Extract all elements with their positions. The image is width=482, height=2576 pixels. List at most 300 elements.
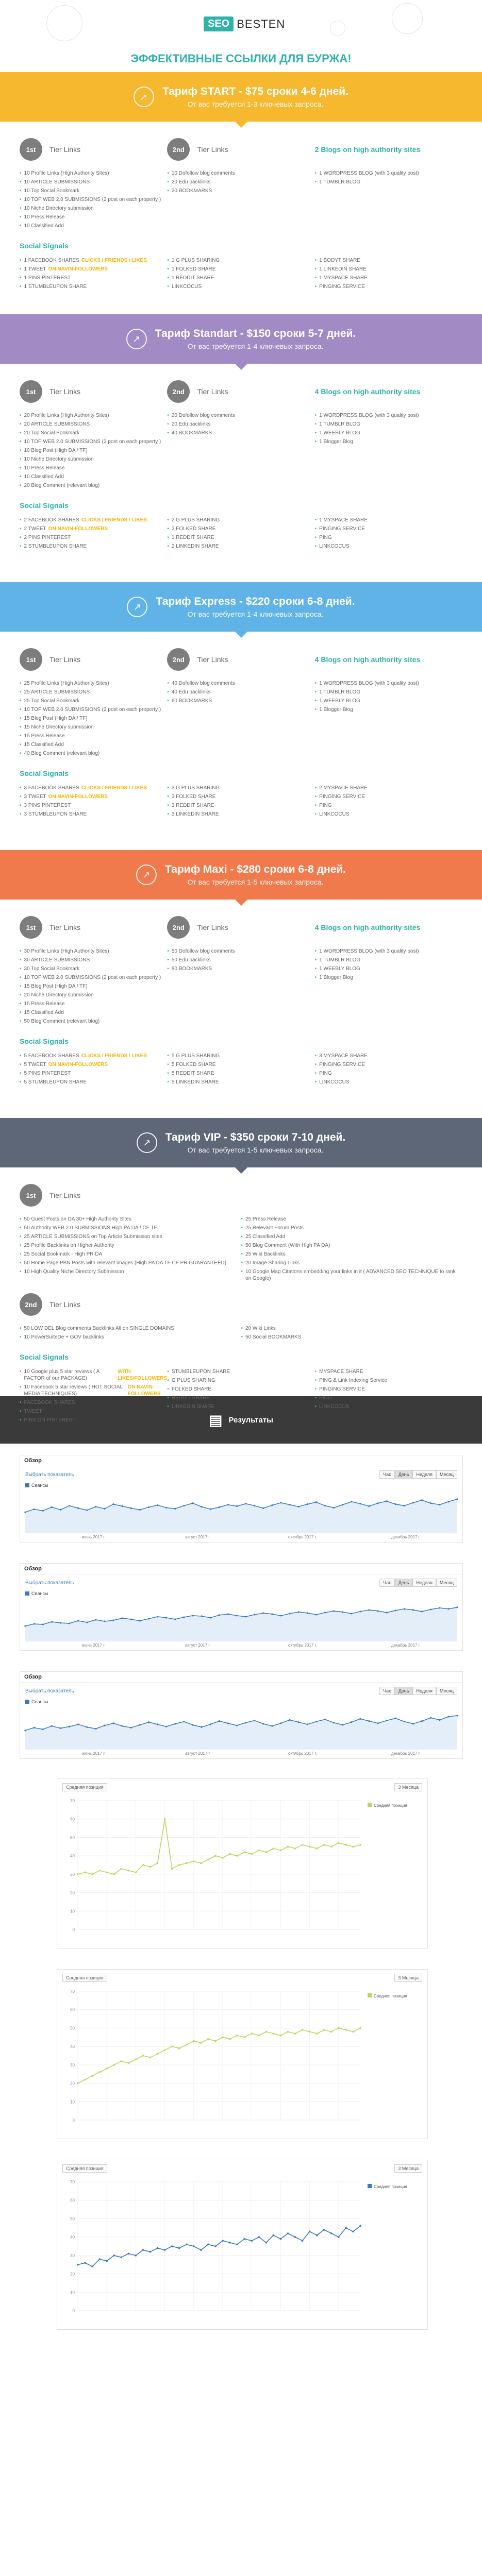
data-point[interactable] — [333, 1507, 335, 1509]
data-point[interactable] — [229, 2242, 231, 2244]
data-point[interactable] — [121, 2060, 123, 2062]
data-point[interactable] — [323, 2029, 325, 2031]
tier-badge: 1st — [20, 916, 42, 939]
data-point[interactable] — [236, 2244, 238, 2246]
data-point[interactable] — [359, 1718, 361, 1720]
data-point[interactable] — [280, 1502, 281, 1503]
data-point[interactable] — [113, 1873, 115, 1875]
data-point[interactable] — [309, 2231, 311, 2233]
data-point[interactable] — [338, 1842, 340, 1844]
metric-dropdown[interactable]: Средняя позиция — [62, 1974, 107, 1982]
data-point[interactable] — [104, 1724, 105, 1726]
data-point[interactable] — [294, 2236, 296, 2238]
data-point[interactable] — [86, 1510, 88, 1511]
data-point[interactable] — [258, 1850, 260, 1852]
data-point[interactable] — [330, 1845, 333, 1848]
data-point[interactable] — [135, 1871, 137, 1873]
data-point[interactable] — [121, 1868, 123, 1870]
data-point[interactable] — [84, 2262, 86, 2264]
data-point[interactable] — [302, 2029, 304, 2031]
metric-select[interactable]: Выбрать показатель — [25, 1580, 74, 1586]
data-point[interactable] — [219, 1506, 220, 1508]
data-point[interactable] — [254, 1614, 255, 1615]
data-point[interactable] — [333, 1610, 335, 1612]
data-point[interactable] — [315, 1614, 317, 1615]
data-point[interactable] — [200, 2042, 202, 2044]
data-point[interactable] — [338, 2236, 340, 2238]
data-point[interactable] — [219, 1614, 220, 1616]
data-point[interactable] — [236, 2035, 238, 2037]
data-point[interactable] — [84, 2079, 86, 2081]
data-point[interactable] — [192, 1615, 193, 1616]
data-point[interactable] — [273, 2032, 275, 2035]
data-point[interactable] — [386, 1720, 388, 1721]
period-dropdown[interactable]: 3 Месяца — [394, 1783, 422, 1791]
data-point[interactable] — [439, 1504, 440, 1505]
data-point[interactable] — [330, 2232, 333, 2234]
data-point[interactable] — [122, 1505, 123, 1507]
data-point[interactable] — [421, 1499, 423, 1501]
data-point[interactable] — [178, 2047, 180, 2049]
data-point[interactable] — [24, 1512, 26, 1513]
data-point[interactable] — [222, 2036, 224, 2038]
data-point[interactable] — [280, 1850, 282, 1852]
data-point[interactable] — [309, 1845, 311, 1848]
data-point[interactable] — [359, 2027, 361, 2029]
data-point[interactable] — [157, 1616, 158, 1617]
period-button[interactable]: Час — [379, 1470, 395, 1479]
data-point[interactable] — [338, 2027, 340, 2029]
data-point[interactable] — [262, 1507, 264, 1509]
data-point[interactable] — [447, 1608, 449, 1609]
data-point[interactable] — [142, 2249, 144, 2251]
data-point[interactable] — [351, 1501, 352, 1502]
data-point[interactable] — [130, 1727, 132, 1728]
data-point[interactable] — [113, 2255, 115, 2257]
data-point[interactable] — [395, 1609, 396, 1611]
data-point[interactable] — [395, 1718, 396, 1719]
data-point[interactable] — [359, 1611, 361, 1612]
data-point[interactable] — [377, 1722, 378, 1724]
data-point[interactable] — [287, 2232, 289, 2234]
data-point[interactable] — [421, 1611, 423, 1612]
data-point[interactable] — [430, 1502, 431, 1504]
data-point[interactable] — [368, 1609, 370, 1611]
data-point[interactable] — [280, 2035, 282, 2037]
data-point[interactable] — [77, 1723, 79, 1725]
data-point[interactable] — [345, 2029, 347, 2031]
data-point[interactable] — [148, 1721, 149, 1723]
data-point[interactable] — [139, 1620, 141, 1621]
data-point[interactable] — [298, 1506, 300, 1507]
data-point[interactable] — [359, 1503, 361, 1504]
data-point[interactable] — [201, 1615, 202, 1617]
data-point[interactable] — [251, 2240, 253, 2242]
data-point[interactable] — [42, 1510, 44, 1512]
metric-select[interactable]: Выбрать показатель — [25, 1471, 74, 1478]
data-point[interactable] — [113, 2064, 115, 2066]
data-point[interactable] — [42, 1623, 44, 1625]
data-point[interactable] — [128, 2252, 130, 2255]
data-point[interactable] — [77, 1507, 79, 1509]
data-point[interactable] — [207, 1858, 209, 1860]
data-point[interactable] — [210, 1723, 211, 1725]
data-point[interactable] — [395, 1503, 396, 1505]
data-point[interactable] — [404, 1721, 405, 1722]
data-point[interactable] — [289, 1613, 290, 1614]
period-button[interactable]: Месяц — [436, 1579, 457, 1587]
data-point[interactable] — [183, 1616, 185, 1618]
data-point[interactable] — [289, 1719, 290, 1721]
data-point[interactable] — [148, 1506, 149, 1508]
data-point[interactable] — [207, 2244, 209, 2246]
data-point[interactable] — [227, 1613, 229, 1615]
data-point[interactable] — [86, 1726, 88, 1728]
data-point[interactable] — [165, 1507, 167, 1509]
data-point[interactable] — [193, 2245, 195, 2247]
period-button[interactable]: Месяц — [436, 1687, 457, 1695]
data-point[interactable] — [174, 1508, 176, 1510]
data-point[interactable] — [245, 1722, 246, 1723]
data-point[interactable] — [157, 2247, 159, 2249]
period-button[interactable]: День — [395, 1579, 413, 1587]
data-point[interactable] — [183, 1505, 185, 1506]
data-point[interactable] — [316, 1848, 318, 1850]
data-point[interactable] — [245, 1616, 246, 1617]
data-point[interactable] — [324, 1719, 326, 1720]
data-point[interactable] — [95, 1506, 96, 1507]
data-point[interactable] — [201, 1726, 202, 1728]
data-point[interactable] — [51, 1621, 53, 1622]
data-point[interactable] — [265, 2242, 268, 2244]
data-point[interactable] — [386, 1500, 388, 1502]
data-point[interactable] — [229, 1853, 231, 1855]
data-point[interactable] — [227, 1722, 229, 1724]
data-point[interactable] — [287, 2031, 289, 2033]
data-point[interactable] — [236, 1615, 238, 1616]
data-point[interactable] — [164, 2249, 166, 2251]
bullet-icon: • — [20, 1260, 22, 1266]
data-point[interactable] — [121, 2257, 123, 2259]
plan-body — [0, 632, 482, 819]
period-button[interactable]: Неделя — [412, 1470, 436, 1479]
data-point[interactable] — [95, 1728, 96, 1730]
data-point[interactable] — [186, 1862, 188, 1865]
period-button[interactable]: День — [395, 1687, 413, 1695]
data-point[interactable] — [157, 2053, 159, 2055]
data-point[interactable] — [323, 1844, 325, 1846]
data-point[interactable] — [236, 1505, 238, 1507]
bullet-icon: • — [20, 421, 22, 427]
data-point[interactable] — [171, 2045, 173, 2047]
data-point[interactable] — [98, 2071, 101, 2073]
data-point[interactable] — [142, 2055, 144, 2057]
data-point[interactable] — [135, 2058, 137, 2060]
data-point[interactable] — [352, 1845, 354, 1848]
data-point[interactable] — [112, 1503, 114, 1505]
metric-dropdown[interactable]: Средняя позиция — [62, 1783, 107, 1791]
data-point[interactable] — [345, 1844, 347, 1846]
data-point[interactable] — [128, 1870, 130, 1872]
data-point[interactable] — [98, 1870, 101, 1872]
data-point[interactable] — [307, 1612, 308, 1614]
data-point[interactable] — [315, 1721, 317, 1722]
data-point[interactable] — [128, 2062, 130, 2064]
data-point[interactable] — [98, 2258, 101, 2260]
data-point[interactable] — [149, 1866, 152, 1868]
data-point[interactable] — [377, 1502, 378, 1504]
data-point[interactable] — [210, 1509, 211, 1510]
data-point[interactable] — [77, 2082, 79, 2084]
data-point[interactable] — [404, 1608, 405, 1609]
data-point[interactable] — [342, 1611, 343, 1613]
data-point[interactable] — [149, 2251, 152, 2253]
data-point[interactable] — [95, 1619, 96, 1620]
data-point[interactable] — [164, 2049, 166, 2051]
data-point[interactable] — [210, 1617, 211, 1618]
period-button[interactable]: Час — [379, 1687, 395, 1695]
list-item-text: 20 Edu backlinks — [171, 421, 211, 427]
data-point[interactable] — [122, 1725, 123, 1727]
data-point[interactable] — [86, 1621, 88, 1623]
data-point[interactable] — [439, 1719, 440, 1721]
data-point[interactable] — [262, 1723, 264, 1724]
data-point[interactable] — [34, 1509, 35, 1510]
data-point[interactable] — [280, 1615, 281, 1616]
data-point[interactable] — [265, 1851, 268, 1853]
data-point[interactable] — [183, 1721, 185, 1722]
data-point[interactable] — [342, 1724, 343, 1725]
data-point[interactable] — [368, 1505, 370, 1507]
data-point[interactable] — [60, 1727, 61, 1729]
data-point[interactable] — [214, 2245, 217, 2247]
data-point[interactable] — [351, 1721, 352, 1723]
data-point[interactable] — [227, 1504, 229, 1505]
data-point[interactable] — [351, 1613, 352, 1614]
data-point[interactable] — [157, 1862, 159, 1865]
data-point[interactable] — [214, 1855, 217, 1857]
data-point[interactable] — [42, 1728, 44, 1730]
data-point[interactable] — [139, 1509, 141, 1511]
data-point[interactable] — [171, 1868, 173, 1870]
data-point[interactable] — [192, 1724, 193, 1725]
data-point[interactable] — [273, 2234, 275, 2236]
metric-dropdown[interactable]: Средняя позиция — [62, 2164, 107, 2173]
data-point[interactable] — [324, 1612, 326, 1613]
data-point[interactable] — [236, 1724, 238, 1726]
data-point[interactable] — [280, 2238, 282, 2240]
data-point[interactable] — [222, 2240, 224, 2242]
data-point[interactable] — [193, 1860, 195, 1862]
data-point[interactable] — [104, 1508, 105, 1510]
data-point[interactable] — [77, 1620, 79, 1621]
data-point[interactable] — [271, 1725, 273, 1727]
data-point[interactable] — [316, 2234, 318, 2236]
data-point[interactable] — [148, 1618, 149, 1619]
data-point[interactable] — [122, 1617, 123, 1619]
data-point[interactable] — [333, 1722, 335, 1723]
data-point[interactable] — [271, 1504, 273, 1506]
data-point[interactable] — [157, 1504, 158, 1506]
data-point[interactable] — [258, 2035, 260, 2037]
data-point[interactable] — [251, 1853, 253, 1855]
data-point[interactable] — [106, 1871, 108, 1873]
data-point[interactable] — [342, 1504, 343, 1505]
data-point[interactable] — [106, 2067, 108, 2070]
data-point[interactable] — [77, 2264, 79, 2266]
period-button[interactable]: День — [395, 1470, 413, 1479]
data-point[interactable] — [69, 1505, 70, 1506]
data-point[interactable] — [368, 1720, 370, 1722]
list-item-text: 10 PowerSuiteDe + GOV backlinks — [24, 1334, 104, 1340]
data-point[interactable] — [456, 1715, 458, 1716]
data-point[interactable] — [323, 2229, 325, 2231]
data-point[interactable] — [192, 1502, 193, 1504]
data-point[interactable] — [430, 1717, 431, 1719]
data-point[interactable] — [245, 1503, 246, 1504]
data-point[interactable] — [243, 1851, 245, 1853]
data-point[interactable] — [412, 1723, 414, 1724]
data-point[interactable] — [447, 1501, 449, 1502]
data-point[interactable] — [104, 1620, 105, 1622]
data-point[interactable] — [430, 1608, 431, 1610]
period-button[interactable]: Час — [379, 1579, 395, 1587]
data-point[interactable] — [298, 1611, 300, 1613]
data-point[interactable] — [243, 2036, 245, 2038]
data-point[interactable] — [456, 1498, 458, 1500]
data-point[interactable] — [309, 2031, 311, 2033]
data-point[interactable] — [165, 1617, 167, 1618]
data-point[interactable] — [258, 2236, 260, 2238]
data-point[interactable] — [91, 2265, 93, 2267]
data-point[interactable] — [207, 2038, 209, 2040]
data-point[interactable] — [222, 1857, 224, 1859]
data-point[interactable] — [254, 1720, 255, 1721]
period-dropdown[interactable]: 3 Месяца — [394, 2164, 422, 2173]
data-point[interactable] — [345, 2227, 347, 2229]
data-point[interactable] — [142, 1864, 144, 1866]
logo[interactable] — [204, 16, 285, 31]
position-toolbar — [57, 1970, 427, 1986]
data-point[interactable] — [359, 1844, 361, 1846]
data-point[interactable] — [24, 1730, 26, 1731]
data-point[interactable] — [34, 1623, 35, 1624]
data-point[interactable] — [219, 1720, 220, 1722]
data-point[interactable] — [254, 1505, 255, 1506]
period-button[interactable]: Неделя — [412, 1579, 436, 1587]
period-button[interactable]: Месяц — [436, 1470, 457, 1479]
data-point[interactable] — [330, 2031, 333, 2033]
data-point[interactable] — [265, 2031, 268, 2033]
data-point[interactable] — [289, 1504, 290, 1505]
data-point[interactable] — [130, 1618, 132, 1620]
data-point[interactable] — [214, 2040, 217, 2042]
data-point[interactable] — [352, 2031, 354, 2033]
data-point[interactable] — [302, 2240, 304, 2242]
data-point[interactable] — [412, 1609, 414, 1611]
data-point[interactable] — [24, 1625, 26, 1626]
data-point[interactable] — [201, 1506, 202, 1507]
data-point[interactable] — [456, 1606, 458, 1608]
data-point[interactable] — [307, 1723, 308, 1725]
data-point[interactable] — [280, 1722, 281, 1724]
data-point[interactable] — [139, 1724, 141, 1725]
data-point[interactable] — [149, 2057, 152, 2059]
data-point[interactable] — [106, 2260, 108, 2262]
data-point[interactable] — [91, 1873, 93, 1875]
data-point[interactable] — [77, 1873, 79, 1875]
data-point[interactable] — [229, 2038, 231, 2040]
data-point[interactable] — [51, 1725, 53, 1727]
data-point[interactable] — [421, 1720, 423, 1722]
data-point[interactable] — [91, 2075, 93, 2077]
data-point[interactable] — [251, 2032, 253, 2035]
data-point[interactable] — [294, 1848, 296, 1850]
data-point[interactable] — [294, 2032, 296, 2035]
data-point[interactable] — [69, 1726, 70, 1727]
data-point[interactable] — [200, 2249, 202, 2251]
data-point[interactable] — [186, 2044, 188, 2046]
data-point[interactable] — [386, 1612, 388, 1613]
data-point[interactable] — [178, 1864, 180, 1866]
data-point[interactable] — [447, 1716, 449, 1717]
data-point[interactable] — [164, 1818, 166, 1820]
data-point[interactable] — [200, 1862, 202, 1865]
data-point[interactable] — [186, 2244, 188, 2246]
data-point[interactable] — [352, 2231, 354, 2233]
data-point[interactable] — [324, 1505, 326, 1506]
period-dropdown[interactable]: 3 Месяца — [394, 1974, 422, 1982]
data-point[interactable] — [112, 1619, 114, 1621]
data-point[interactable] — [404, 1505, 405, 1506]
data-point[interactable] — [69, 1622, 70, 1624]
data-point[interactable] — [377, 1610, 378, 1612]
data-point[interactable] — [302, 1844, 304, 1846]
data-point[interactable] — [174, 1723, 176, 1724]
list-item-text: 3 LINKEDIN SHARE — [171, 811, 219, 817]
data-point[interactable] — [60, 1622, 61, 1623]
data-point[interactable] — [315, 1501, 317, 1503]
data-point[interactable] — [316, 2032, 318, 2035]
data-point[interactable] — [307, 1503, 308, 1505]
data-point[interactable] — [171, 2245, 173, 2247]
data-point[interactable] — [243, 2238, 245, 2240]
data-point[interactable] — [439, 1607, 440, 1608]
data-point[interactable] — [84, 1871, 86, 1873]
data-point[interactable] — [193, 2040, 195, 2042]
data-point[interactable] — [112, 1722, 114, 1724]
data-point[interactable] — [135, 2255, 137, 2257]
data-point[interactable] — [157, 1723, 158, 1725]
data-point[interactable] — [165, 1726, 167, 1727]
data-point[interactable] — [236, 1855, 238, 1857]
data-point[interactable] — [174, 1618, 176, 1620]
data-point[interactable] — [262, 1612, 264, 1614]
data-point[interactable] — [130, 1507, 132, 1509]
data-point[interactable] — [271, 1613, 273, 1615]
data-point[interactable] — [273, 1848, 275, 1850]
data-point[interactable] — [287, 1845, 289, 1848]
data-point[interactable] — [178, 2247, 180, 2249]
data-point[interactable] — [34, 1727, 35, 1728]
data-point[interactable] — [60, 1509, 61, 1511]
data-point[interactable] — [412, 1502, 414, 1503]
data-point[interactable] — [51, 1506, 53, 1508]
data-point[interactable] — [298, 1721, 300, 1723]
data-point[interactable] — [359, 2225, 361, 2227]
metric-select[interactable]: Выбрать показатель — [25, 1688, 74, 1694]
period-button[interactable]: Неделя — [412, 1687, 436, 1695]
